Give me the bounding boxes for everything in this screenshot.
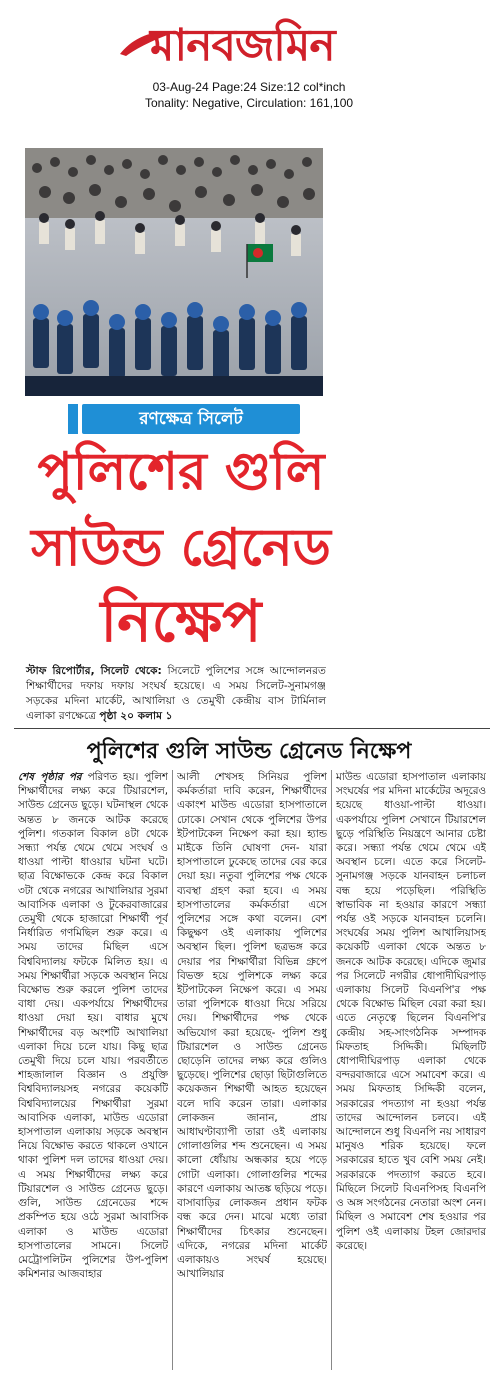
headline-line-1: পুলিশের গুলি (37, 442, 325, 502)
section-divider (14, 728, 490, 729)
protest-photo-icon (25, 148, 323, 396)
column-1-text: পরিণত হয়। পুলিশ শিক্ষার্থীদের লক্ষ্য করে টিয়ারশেল, সাউন্ড গ্রেনেড ছুড়ে। ঘটনাস্থল থেকে অন্তত ৮ জনকে আটক করেছে পুলিশ। গতকাল বিকাল ৪টা থেকে সন্ধ্যা পর্যন্ত থেমে থেমে সংঘর্ষ ও ধাওয়া পাল্টা ধাওয়ার ঘটনা ঘটে। ছাত্র বিক্ষোভকে কেন্দ্র করে বিকাল ৩টা থেকে নগরের আখালিয়ার সুরমা আবাসিক এলাকা ও টুকেরবাজারের তেমুখী থেকে হাজারো শিক্ষার্থী পূর্ব নির্ধারিত গণমিছিল শুরু করে। এ সময় তাদের মিছিল এসে বিশ্ববিদ্যালয় ফটকে মিলিত হয়। এ সময় শিক্ষার্থীরা সড়কে অবস্থান নিয়ে বিক্ষোভ শুরু করলে পুলিশ তাদের বাধা দেয়। একপর্যায়ে শিক্ষার্থীদের ধাওয়া দেয়া হয়। বাধার মুখে শিক্ষার্থীদের বড় অংশটি আখালিয়া এলাকা দিয়ে চলে যায়। কিছু ছাত্র তেমুখী দিয়ে চলে যায়। পরবর্তীতে শাহজালাল বিজ্ঞান ও প্রযুক্তি বিশ্ববিদ্যালয়সহ নগরের কয়েকটি বিশ্ববিদ্যালয়ের শিক্ষার্থীরা সুরমা আবাসিক এলাকা, মাউন্ড এডোরা হাসপাতাল এলাকায় সড়কে অবস্থান নিয়ে বিক্ষোভ করতে থাকলে ওখানে থাকা পুলিশ দল তাদের ধাওয়া দেয়। এ সময় শিক্ষার্থীদের লক্ষ্য করে টিয়ারশেল ও সাউন্ড গ্রেনেড ছুড়ে। গুলি, সাউন্ড গ্রেনেডের শব্দে প্রকম্পিত হয়ে ওঠে সুরমা আবাসিক এলাকা ও মাউন্ড এডোরা হাসপাতালের সামনে। সিলেট মেট্রোপলিটন পুলিশের উপ-পুলিশ কমিশনার আজবাহার (18, 771, 168, 1281)
continuation-title: পুলিশের গুলি সাউন্ড গ্রেনেড নিক্ষেপ (86, 739, 412, 764)
section-kicker: রণক্ষেত্র সিলেট (82, 404, 300, 434)
article-column-1 (18, 770, 168, 1398)
continued-from-label: শেষ পৃষ্ঠার পর (18, 771, 82, 783)
article-column-2: আলী শেখসহ সিনিয়র পুলিশ কর্মকর্তারা দাবি করেন, শিক্ষার্থীদের একাংশ মাউন্ড এডোরা হাসপাতালে ঢোকে। সেখান থেকে পুলিশের উপর ইটপাটকেল নিক্ষেপ করা হয়। হ্যান্ড মাইকে তিনি ঘোষণা দেন- যারা হাসপাতালে ঢুকেছে তাদের বের করে দেয়া হয়। নতুবা পুলিশের পক্ষ থেকে ব্যবস্থা গ্রহণ করা হবে। এ সময় হাসপাতালের কর্মকর্তারা এসে পুলিশের সঙ্গে কথা বলেন। বেশ কিছুক্ষণ ওই এলাকায় পুলিশের অবস্থান ছিল। পুলিশ ছত্রভঙ্গ করে দেয়ার পর শিক্ষার্থীরা বিভিন্ন গ্রুপে বিভক্ত হয়ে পুলিশকে লক্ষ্য করে ইটপাটকেল নিক্ষেপ করে। এ সময় তারা পুলিশকে ধাওয়া দিয়ে সরিয়ে দেয়। শিক্ষার্থীদের পক্ষ থেকে অভিযোগ করা হয়েছে- পুলিশ শুধু টিয়ারশেল ও সাউন্ড গ্রেনেড ছোড়েনি তাদের লক্ষ্য করে গুলিও ছুড়েছে। পুলিশের ছোড়া ছিটাগুলিতে কয়েকজন শিক্ষার্থী আহত হয়েছেন বলে দাবি করেন তারা। এলাকার লোকজন জানান, প্রায় আধাঘণ্টাব্যাপী তারা ওই এলাকায় গোলাগুলির শব্দ শুনেছেন। এ সময় কালো ধোঁয়ায় অন্ধকার হয়ে পড়ে গোটা এলাকা। গোলাগুলির শব্দের কারণে এলাকায় আতঙ্ক ছড়িয়ে পড়ে। বাসাবাড়ির লোকজন প্রধান ফটক বন্ধ করে দেন। মাঝে মধ্যে তারা শিক্ষার্থীদের চিৎকার শুনেছেন। এদিকে, নগরের মদিনা মার্কেট এলাকায়ও সংঘর্ষ হয়েছে। আখালিয়ার (177, 771, 327, 1281)
lead-paragraph (26, 664, 326, 724)
clip-meta-tonality: Tonality: Negative, Circulation: 161,100 (144, 96, 354, 110)
page-jump: পৃষ্ঠা ২০ কলাম ১ (99, 710, 173, 722)
clip-meta-size: 03-Aug-24 Page:24 Size:12 col*inch (152, 80, 346, 94)
column-rule (331, 770, 332, 1370)
lead-text: সিলেটে পুলিশের সঙ্গে আন্দোলনরত শিক্ষার্থীদের দফায় দফায় সংঘর্ষ হয়েছে। এ সময় সিলেট-সুনামগঞ্জ সড়কের মদিনা মার্কেট, আখালিয়া ও তেমুখী কেন্দ্রীয় বাস টার্মিনাল এলাকা রণক্ষেত্রে (26, 665, 327, 722)
column-rule (172, 770, 173, 1370)
kicker-accent (68, 404, 78, 434)
protest-photo (25, 148, 323, 396)
masthead (0, 6, 498, 76)
byline: স্টাফ রিপোর্টার, সিলেট থেকে: (26, 665, 162, 677)
headline-line-3: নিক্ষেপ (100, 587, 262, 655)
article-column-3: মাউন্ড এডোরা হাসপাতাল এলাকায় সংঘর্ষের পর মদিনা মার্কেটের অদূরেও হয়েছে ধাওয়া-পাল্টা ধাওয়া। একপর্যায়ে পুলিশ সেখানে টিয়ারশেল ছুড়ে পরিস্থিতি নিয়ন্ত্রণে আনার চেষ্টা করে। সন্ধ্যা পর্যন্ত থেমে থেমে এই অবস্থান চলে। এতে করে সিলেট-সুনামগঞ্জ সড়কে যানবাহন চলাচল বন্ধ হয়ে পড়েছিল। পরিস্থিতি স্বাভাবিক না হওয়ার কারণে সন্ধ্যা পর্যন্ত ওই সড়কে যানবাহন চলেনি। সংঘর্ষের সময় পুলিশ আখালিয়াসহ কয়েকটি এলাকা থেকে অন্তত ৮ জনকে আটক করেছে। এদিকে জুমার পর সিলেটে নগরীর ধোপাদীঘিরপাড় এলাকায় সিলেট বিএনপি'র পক্ষ থেকে বিক্ষোভ মিছিল বেরা করা হয়। এতে নেতৃত্বে ছিলেন বিএনপি'র কেন্দ্রীয় সহ-সাংগঠনিক সম্পাদক মিফতাহ সিদ্দিকী। মিছিলটি ধোপাদীঘিরপাড় এলাকা থেকে বন্দরবাজারে এসে সমাবেশ করে। এ সময় মিফতাহ সিদ্দিকী বলেন, সরকারের পদত্যাগ না হওয়া পর্যন্ত তাদের আন্দোলন চলবে। এই আন্দোলনে শুধু বিএনপি নয় সাধারণ মানুষও শরিক হয়েছে। ফলে সরকারের হাতে খুব বেশি সময় নেই। সরকারকে পদত্যাগ করতে হবে। মিছিলে সিলেট বিএনপিসহ বিএনপি ও অঙ্গ সংগঠনের নেতারা অংশ নেন। মিছিল ও সমাবেশ শেষ হওয়ার পর পুলিশ ওই এলাকায় টহল জোরদার করেছে। (336, 771, 486, 1252)
newspaper-logo: মানবজমিন (150, 20, 335, 71)
headline-line-2: সাউন্ড গ্রেনেড (31, 518, 331, 578)
